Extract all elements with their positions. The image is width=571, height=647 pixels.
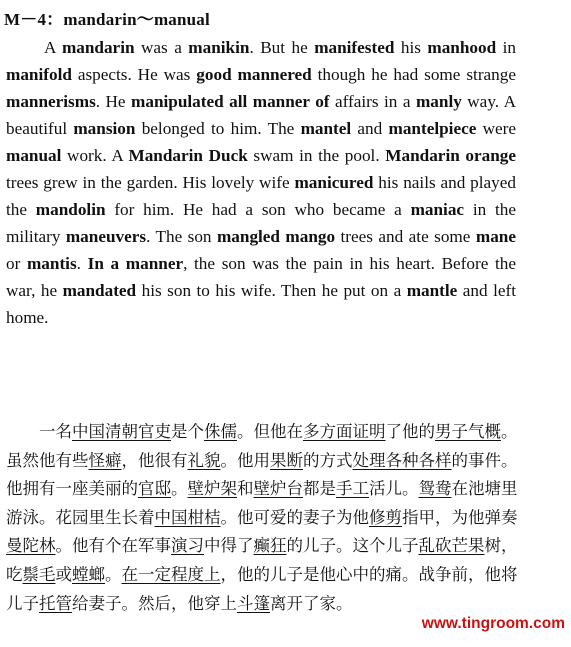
chinese-highlight: 中国柑桔 xyxy=(154,507,221,527)
english-text: swam in the pool. xyxy=(247,146,386,165)
chinese-highlight: 螳螂 xyxy=(72,564,105,584)
english-highlight: mangled mango xyxy=(216,227,336,246)
english-highlight: manicured xyxy=(294,173,374,192)
english-text: in the military xyxy=(6,200,516,246)
chinese-highlight: 处理 xyxy=(352,450,386,470)
english-highlight: maniac xyxy=(410,200,465,219)
english-text: his nails and played the xyxy=(6,173,516,219)
chinese-text: 或 xyxy=(55,564,72,584)
chinese-highlight: 礼貌 xyxy=(187,450,221,470)
english-highlight: mantle xyxy=(406,281,458,300)
english-text: were xyxy=(476,119,516,138)
english-highlight: manikin xyxy=(188,38,250,57)
english-highlight: mane xyxy=(475,227,516,246)
chinese-highlight: 鸳鸯 xyxy=(418,479,452,499)
chinese-text: 。他用 xyxy=(220,450,270,470)
chinese-highlight: 修剪 xyxy=(369,507,402,527)
english-text: his xyxy=(394,38,428,57)
watermark-url: www.tingroom.com xyxy=(421,615,565,632)
english-highlight: manipulated xyxy=(131,92,224,111)
chinese-text: 离开了家。 xyxy=(270,593,353,613)
english-highlight: mandolin xyxy=(35,200,106,219)
chinese-text: 都是 xyxy=(303,479,336,499)
chinese-text: 。虽然他有些 xyxy=(6,422,518,470)
chinese-text: 在池塘里游泳。花园里生长着 xyxy=(6,479,518,527)
english-text: . xyxy=(76,254,88,273)
chinese-highlight: 鬃毛 xyxy=(22,564,56,584)
chinese-text: 一名 xyxy=(39,422,72,441)
english-highlight: mandarin xyxy=(61,38,135,57)
chinese-text: 。 xyxy=(105,564,122,584)
chinese-text: 的事件。他拥有一座美丽的 xyxy=(6,450,518,499)
chinese-text: 树，吃 xyxy=(6,536,518,584)
english-text: trees grew in the garden. His lovely wife xyxy=(6,173,295,192)
chinese-passage xyxy=(6,418,520,618)
page-title: M－4：mandarin～manual xyxy=(4,10,210,29)
chinese-highlight: 芒果 xyxy=(451,536,485,556)
english-highlight: mansion xyxy=(73,119,136,138)
english-text: work. A xyxy=(61,146,129,165)
chinese-highlight: 官邸 xyxy=(138,479,171,499)
chinese-text: 。但他在 xyxy=(237,422,303,441)
chinese-highlight: 侏儒 xyxy=(204,422,237,441)
english-text: though he had some strange xyxy=(311,65,516,84)
chinese-highlight: 果断 xyxy=(270,450,303,470)
english-text: affairs in a xyxy=(329,92,416,111)
english-text: for him. He had a son who became a xyxy=(105,200,411,219)
chinese-text: 。 xyxy=(171,479,188,499)
chinese-text: 了他的 xyxy=(385,422,435,441)
english-highlight: mantis xyxy=(26,254,77,273)
english-highlight: maneuvers xyxy=(65,227,147,246)
chinese-highlight: 曼陀林 xyxy=(6,536,56,556)
english-highlight: manual xyxy=(6,146,62,165)
english-highlight: good mannered xyxy=(196,65,312,84)
chinese-text: 中得了 xyxy=(204,536,254,556)
chinese-highlight: 怪癖 xyxy=(88,450,122,470)
english-highlight: mannerisms xyxy=(6,92,96,111)
english-text: way. A beautiful xyxy=(6,92,517,138)
chinese-highlight: 斗篷 xyxy=(237,593,270,613)
english-highlight: In a manner xyxy=(87,254,184,273)
chinese-text: ，他很有 xyxy=(121,450,188,470)
chinese-highlight: 演习 xyxy=(171,536,204,556)
chinese-text: 的方式 xyxy=(303,450,353,470)
chinese-highlight: 各种各样 xyxy=(385,450,452,470)
chinese-highlight: 男子气概 xyxy=(435,422,501,441)
english-highlight: Mandarin orange xyxy=(385,146,517,165)
chinese-text: 指甲，为他弹奏 xyxy=(402,507,518,527)
english-text: aspects. He was xyxy=(71,65,197,84)
chinese-text: 活儿。 xyxy=(369,479,419,499)
english-highlight: mantelpiece xyxy=(388,119,477,138)
chinese-highlight: 在一定程度上 xyxy=(121,564,221,584)
english-highlight: Mandarin Duck xyxy=(128,146,248,165)
english-text: and left home. xyxy=(6,281,516,327)
english-text: . He xyxy=(95,92,132,111)
chinese-text: 和 xyxy=(237,479,254,499)
chinese-highlight: 手工 xyxy=(336,479,369,499)
english-text: belonged to him. The xyxy=(135,119,301,138)
chinese-text: 。他可爱的妻子为他 xyxy=(220,507,369,527)
chinese-paragraph xyxy=(6,418,520,618)
chinese-highlight: 中国清朝官吏 xyxy=(72,422,171,441)
english-highlight: mantel xyxy=(300,119,352,138)
chinese-highlight: 证明 xyxy=(352,422,386,441)
english-highlight: all manner of xyxy=(229,92,330,111)
english-text: and xyxy=(351,119,389,138)
english-text: . But he xyxy=(249,38,315,57)
english-highlight: manifested xyxy=(314,38,395,57)
english-text: in xyxy=(496,38,517,57)
english-text: was a xyxy=(134,38,189,57)
chinese-text: 给妻子。然后，他穿上 xyxy=(72,593,237,613)
english-passage xyxy=(6,34,516,331)
chinese-highlight: 乱砍 xyxy=(418,536,452,556)
chinese-text: 。他有个在军事 xyxy=(55,536,171,556)
english-highlight: manhood xyxy=(427,38,497,57)
chinese-highlight: 壁炉台 xyxy=(253,479,303,499)
english-highlight: manly xyxy=(415,92,462,111)
chinese-highlight: 壁炉架 xyxy=(187,479,237,499)
chinese-highlight: 托管 xyxy=(39,593,72,613)
chinese-highlight: 多方面 xyxy=(303,422,353,441)
english-text: or xyxy=(6,254,27,273)
english-paragraph xyxy=(6,34,516,331)
english-text: his son to his wife. Then he put on a xyxy=(136,281,407,300)
english-text: trees and ate some xyxy=(335,227,476,246)
english-text: A xyxy=(44,38,62,57)
english-highlight: mandated xyxy=(62,281,137,300)
english-text: . The son xyxy=(146,227,217,246)
chinese-highlight: 癫狂 xyxy=(253,536,287,556)
english-highlight: manifold xyxy=(6,65,72,84)
english-text: , the son was the pain in his heart. Before the war, he xyxy=(6,254,516,300)
chinese-text: ，他的儿子是他心中的痛。战争前，他将儿子 xyxy=(6,564,518,613)
chinese-text: 的儿子。这个儿子 xyxy=(286,536,419,556)
chinese-text: 是个 xyxy=(171,422,204,441)
